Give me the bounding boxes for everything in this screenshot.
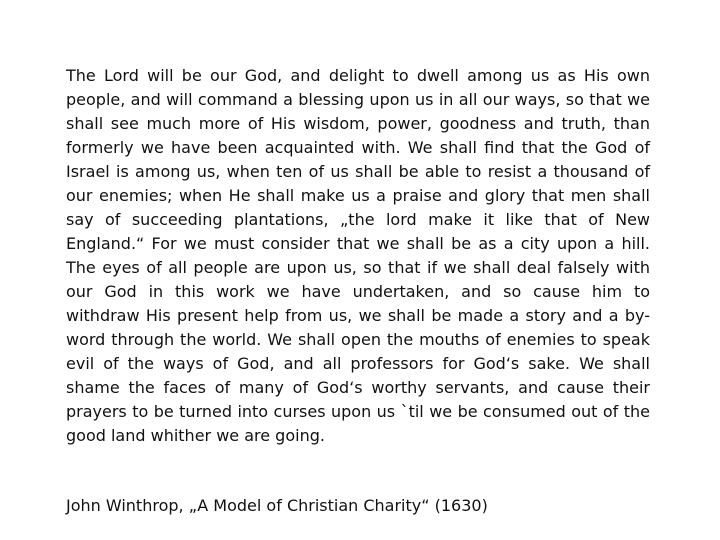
quote-line: The Lord will be our God, and delight to dwell among us as His own bbox=[66, 66, 650, 85]
quote-line: England.“ For we must consider that we shall be as a city upon a hill. bbox=[66, 234, 650, 253]
quote-line: formerly we have been acquainted with. We shall find that the God of bbox=[66, 138, 650, 157]
quote-line: good land whither we are going. bbox=[66, 426, 325, 445]
quote-line: The eyes of all people are upon us, so that if we shall deal falsely with bbox=[66, 258, 650, 277]
quote-line: withdraw His present help from us, we shall be made a story and a by- bbox=[66, 306, 650, 325]
quote-line: shall see much more of His wisdom, power, goodness and truth, than bbox=[66, 114, 650, 133]
quote-line: our God in this work we have undertaken, and so cause him to bbox=[66, 282, 650, 301]
quote-line: Israel is among us, when ten of us shall be able to resist a thousand of bbox=[66, 162, 650, 181]
quote-line: evil of the ways of God, and all professors for God‘s sake. We shall bbox=[66, 354, 650, 373]
quote-line: our enemies; when He shall make us a praise and glory that men shall bbox=[66, 186, 650, 205]
quote-line: prayers to be turned into curses upon us `til we be consumed out of the bbox=[66, 402, 650, 421]
quote-line: say of succeeding plantations, „the lord make it like that of New bbox=[66, 210, 650, 229]
quote-line: shame the faces of many of God‘s worthy servants, and cause their bbox=[66, 378, 650, 397]
quote-paragraph bbox=[66, 64, 650, 448]
citation: John Winthrop, „A Model of Christian Charity“ (1630) bbox=[66, 496, 488, 515]
quote-line: word through the world. We shall open the mouths of enemies to speak bbox=[66, 330, 650, 349]
quote-line: people, and will command a blessing upon us in all our ways, so that we bbox=[66, 90, 650, 109]
